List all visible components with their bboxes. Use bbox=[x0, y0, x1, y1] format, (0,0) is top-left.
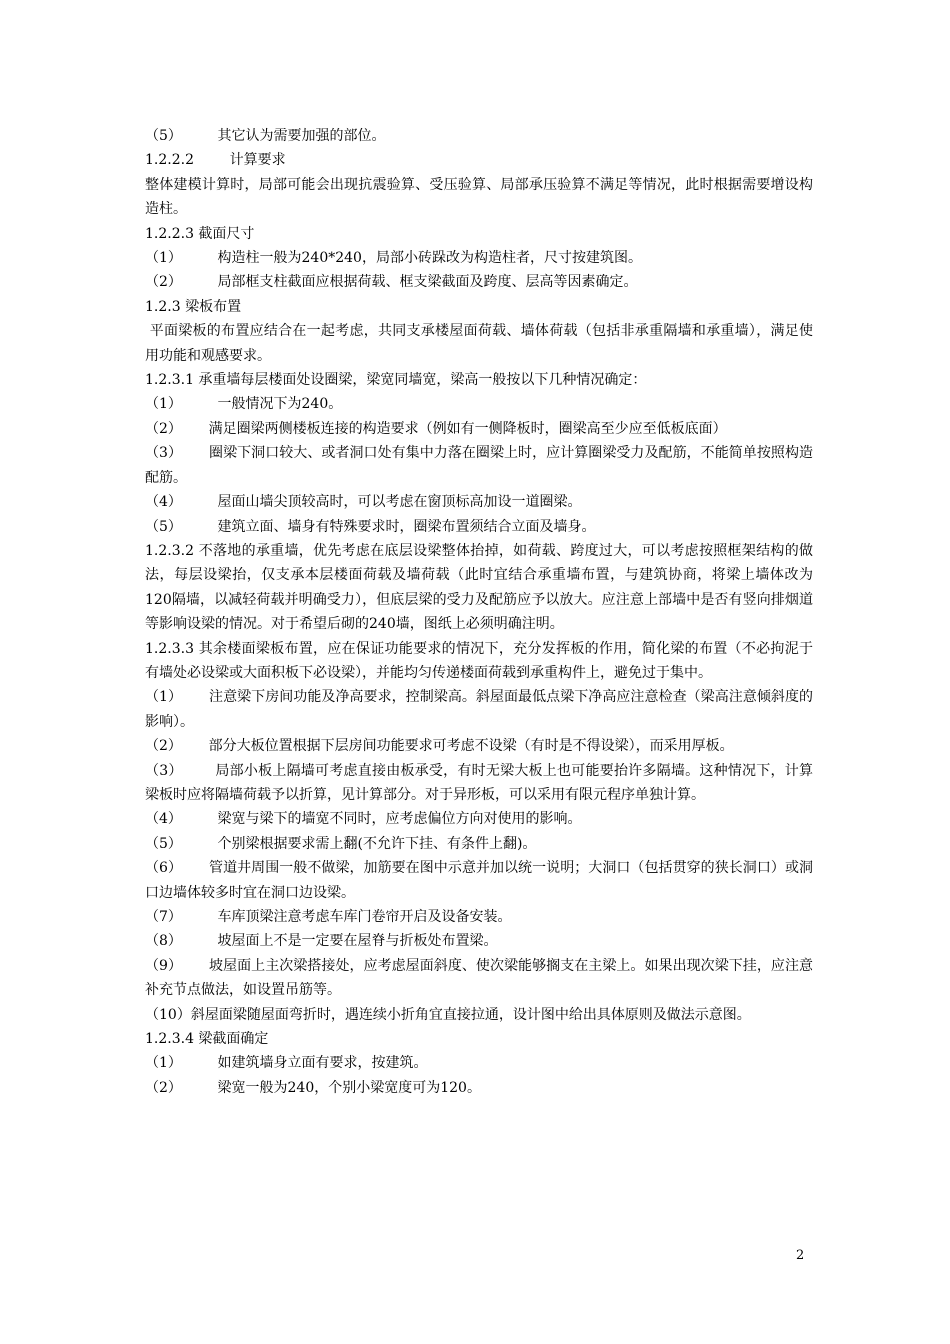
list-item: （6） 管道井周围一般不做梁，加筋要在图中示意并加以统一说明；大洞口（包括贯穿的狭长洞口）或洞口边墙体较多时宜在洞口边设梁。 bbox=[145, 860, 813, 901]
list-item: （4） 屋面山墙尖顶较高时，可以考虑在窗顶标高加设一道圈梁。 bbox=[145, 494, 582, 511]
list-item: （3） 局部小板上隔墙可考虑直接由板承受，有时无梁大板上也可能要抬许多隔墙。这种情况下，计算梁板时应将隔墙荷载予以折算，见计算部分。对于异形板，可以采用有限元程序单独计算。 bbox=[145, 762, 813, 803]
list-item: （2） 梁宽一般为240，个别小梁宽度可为120。 bbox=[145, 1079, 481, 1096]
list-item: （5） 建筑立面、墙身有特殊要求时，圈梁布置须结合立面及墙身。 bbox=[145, 518, 596, 535]
section-heading: 1.2.2.2 计算要求 bbox=[145, 152, 286, 169]
paragraph: （5） 其它认为需要加强的部位。 bbox=[145, 128, 386, 144]
list-item: （7） 车库顶梁注意考虑车库门卷帘开启及设备安装。 bbox=[145, 909, 512, 925]
list-item: （9） 坡屋面上主次梁搭接处，应考虑屋面斜度、使次梁能够搁支在主梁上。如果出现次梁下挂，应注意补充节点做法，如设置吊筋等。 bbox=[145, 957, 813, 999]
section-heading: 1.2.3.2 不落地的承重墙，优先考虑在底层设梁整体抬掉，如荷载、跨度过大，可以考虑按照框架结构的做法，每层设梁抬，仅支承本层楼面荷载及墙荷载（此时宜结合承重墙布置，与建筑协商，将梁上墙体改为120隔墙，以减轻荷载并明确受力），但底层梁的受力及配筋应予以放大。应注意上部墙中是否有竖向排烟道等影响设梁的情况。对于希望后砌的240墙，图纸上必须明确注明。 bbox=[145, 542, 813, 633]
list-item: （1） 如建筑墙身立面有要求，按建筑。 bbox=[145, 1055, 428, 1072]
list-item: （1） 注意梁下房间功能及净高要求，控制梁高。斜屋面最低点梁下净高应注意检查（梁高注意倾斜度的影响）。 bbox=[145, 689, 813, 730]
list-item: （1） 一般情况下为240。 bbox=[145, 396, 343, 413]
page-number: 2 bbox=[796, 1248, 805, 1263]
list-item: （4） 梁宽与梁下的墙宽不同时，应考虑偏位方向对使用的影响。 bbox=[145, 811, 582, 828]
paragraph: 整体建模计算时，局部可能会出现抗震验算、受压验算、局部承压验算不满足等情况，此时根据需要增设构造柱。 bbox=[145, 176, 813, 218]
list-item: （1） 构造柱一般为240*240，局部小砖跺改为构造柱者，尺寸按建筑图。 bbox=[145, 250, 642, 267]
section-heading: 1.2.3.3 其余楼面梁板布置，应在保证功能要求的情况下，充分发挥板的作用，简化梁的布置（不必拘泥于有墙处必设梁或大面积板下必设梁），并能均匀传递楼面荷载到承重构件上，避免过于集中。 bbox=[145, 640, 813, 681]
section-heading: 1.2.3.4 梁截面确定 bbox=[145, 1031, 269, 1048]
list-item: （3） 圈梁下洞口较大、或者洞口处有集中力落在圈梁上时，应计算圈梁受力及配筋，不能简单按照构造配筋。 bbox=[145, 445, 813, 486]
section-heading: 1.2.3.1 承重墙每层楼面处设圈梁，梁宽同墙宽，梁高一般按以下几种情况确定： bbox=[145, 372, 647, 389]
list-item: （2） 满足圈梁两侧楼板连接的构造要求（例如有一侧降板时，圈梁高至少应至低板底面） bbox=[145, 420, 727, 437]
document-body bbox=[145, 124, 813, 1100]
list-item: （2） 局部框支柱截面应根据荷载、框支梁截面及跨度、层高等因素确定。 bbox=[145, 274, 638, 291]
list-item: （5） 个别梁根据要求需上翻(不允许下挂、有条件上翻)。 bbox=[145, 835, 537, 852]
list-item: （10）斜屋面梁随屋面弯折时，遇连续小折角宜直接拉通，设计图中给出具体原则及做法示意图。 bbox=[145, 1006, 751, 1023]
list-item: （8） 坡屋面上不是一定要在屋脊与折板处布置梁。 bbox=[145, 933, 498, 950]
section-heading: 1.2.3 梁板布置 bbox=[145, 298, 242, 315]
section-heading: 1.2.2.3 截面尺寸 bbox=[145, 225, 255, 242]
paragraph: 平面梁板的布置应结合在一起考虑，共同支承楼屋面荷载、墙体荷载（包括非承重隔墙和承重墙），满足使用功能和观感要求。 bbox=[145, 323, 813, 364]
list-item: （2） 部分大板位置根据下层房间功能要求可考虑不设梁（有时是不得设梁），而采用厚板。 bbox=[145, 738, 734, 755]
